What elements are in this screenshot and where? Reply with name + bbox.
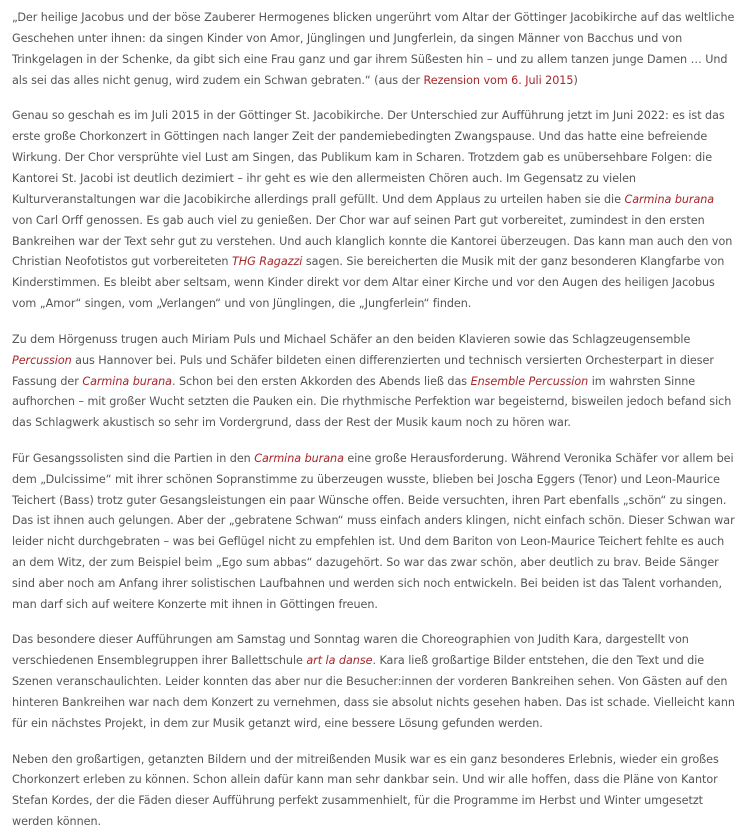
text-segment: im wahrsten Sinne aufhorchen – mit großer Wucht setzten die Pauken ein. Die rhythmische Perfektion war begeisternd, bisweilen jedoch befand sich das Schlagwerk akustisch so sehr im Vordergrund, dass der Rest der Musik kaum noch zu hören war.	[12, 375, 731, 430]
work-title-carmina-burana: Carmina burana	[254, 452, 344, 465]
text-segment: Für Gesangssolisten sind die Partien in den	[12, 452, 254, 465]
work-title-carmina-burana: Carmina burana	[624, 193, 714, 206]
work-title-carmina-burana: Carmina burana	[82, 375, 172, 388]
paragraph-choir	[12, 106, 735, 315]
ensemble-name-thg-ragazzi: THG Ragazzi	[232, 255, 302, 268]
text-segment: aus Hannover bei. Puls und Schäfer bildeten einen differenzierten und technisch versierten Orchesterpart in dieser Fassung der	[12, 354, 714, 388]
text-segment: „Der heilige Jacobus und der böse Zauberer Hermogenes blicken ungerührt vom Altar der Göttinger Jacobikirche auf das weltliche Geschehen unter ihnen: da singen Kinder von Amor, Jünglingen und Jungferlein, da singen Männer von Bacchus und von Trinkgelagen in der Schenke, da gibt sich eine Frau ganz und gar ihrem Süßesten hin – und zu allem tanzen junge Damen … Und als sei das alles nicht genug, wird zudem ein Schwan gebraten.“ (aus der	[12, 11, 734, 87]
paragraph-instruments	[12, 330, 735, 435]
text-segment: Zu dem Hörgenuss trugen auch Miriam Puls und Michael Schäfer an den beiden Klavieren sowie das Schlagzeugensemble	[12, 333, 690, 346]
text-segment: . Schon bei den ersten Akkorden des Abends ließ das	[172, 375, 471, 388]
ensemble-name-ensemble-percussion: Ensemble Percussion	[471, 375, 589, 388]
text-segment: von Carl Orff genossen. Es gab auch viel zu genießen. Der Chor war auf seinen Part gut vorbereitet, zumindest in den ersten Bankreihen war der Text sehr gut zu verstehen. Und auch klanglich konnte die Kantorei überzeugen. Das kann man auch den von Christian Neofotistos gut vorbereiteten	[12, 214, 732, 269]
text-segment: Genau so geschah es im Juli 2015 in der Göttinger St. Jacobikirche. Der Unterschied zur Aufführung jetzt im Juni 2022: es ist das erste große Chorkonzert in Göttingen nach langer Zeit der pandemiebedingten Zwangspause. Und das hatte eine befreiende Wirkung. Der Chor versprühte viel Lust am Singen, das Publikum kam in Scharen. Trotzdem gab es unübersehbare Folgen: die Kantorei St. Jacobi ist deutlich dezimiert – ihr geht es wie den allermeisten Chören auch. Im Gegensatz zu vielen Kulturveranstaltungen war die Jacobikirche allerdings prall gefüllt. Und dem Applaus zu urteilen haben sie die	[12, 109, 725, 206]
text-segment: Das besondere dieser Aufführungen am Samstag und Sonntag waren die Choreographien von Judith Kara, dargestellt von verschiedenen Ensemblegruppen ihrer Ballettschule	[12, 633, 689, 667]
text-segment: eine große Herausforderung. Während Veronika Schäfer vor allem bei dem „Dulcissime“ mit ihrer schönen Sopranstimme zu überzeugen wusste, blieben bei Joscha Eggers (Tenor) und Leon-Maurice Teichert (Bass) trotz guter Gesangsleistungen ein paar Wünsche offen. Beide versuchten, ihren Part ebenfalls „schön“ zu singen. Das ist ihnen auch gelungen. Aber der „gebratene Schwan“ muss einfach anders klingen, nicht einfach schön. Dieser Schwan war leider nicht durchgebraten – was bei Geflügel nicht zu empfehlen ist. Und dem Bariton von Leon-Maurice Teichert fehlte es auch an dem Witz, der zum Beispiel beim „Ego sum abbas“ dazugehört. So war das zwar schön, aber deutlich zu brav. Beide Sänger sind aber noch am Anfang ihrer solistischen Laufbahnen und werden sich noch entwickeln. Bei beiden ist das Talent vorhanden, man darf sich auf weitere Konzerte mit ihnen in Göttingen freuen.	[12, 452, 735, 611]
paragraph-conclusion	[12, 750, 735, 833]
text-segment: sagen. Sie bereicherten die Musik mit der ganz besonderen Klangfarbe von Kinderstimmen. Es bleibt aber seltsam, wenn Kinder direkt vor dem Altar einer Kirche und vor den Augen des heiligen Jacobus vom „Amor“ singen, vom „Verlangen“ und von Jünglingen, die „Jungferlein“ finden.	[12, 255, 724, 310]
text-segment: . Kara ließ großartige Bilder entstehen, die den Text und die Szenen veranschaulichten. Leider konnten das aber nur die Besucher:innen der vorderen Bankreihen sehen. Von Gästen auf den hinteren Bankreihen war nach dem Konzert zu vernehmen, dass sie absolut nichts gesehen haben. Das ist schade. Vielleicht kann für ein nächstes Projekt, in dem zur Musik getanzt wird, eine bessere Lösung gefunden werden.	[12, 654, 735, 730]
ensemble-name-percussion: Percussion	[12, 354, 72, 367]
review-link[interactable]: Rezension vom 6. Juli 2015	[424, 74, 574, 87]
paragraph-soloists	[12, 449, 735, 616]
school-name-art-la-danse: art la danse	[306, 654, 372, 667]
paragraph-quote	[12, 8, 735, 92]
text-segment: )	[573, 74, 577, 87]
paragraph-choreography	[12, 630, 735, 735]
text-segment: Neben den großartigen, getanzten Bildern und der mitreißenden Musik war es ein ganz besonderes Erlebnis, wieder ein großes Chorkonzert erleben zu können. Schon allein dafür kann man sehr dankbar sein. Und wir alle hoffen, dass die Pläne von Kantor Stefan Kordes, der die Fäden dieser Aufführung perfekt zusammenhielt, für die Programme im Herbst und Winter umgesetzt werden können.	[12, 753, 719, 829]
